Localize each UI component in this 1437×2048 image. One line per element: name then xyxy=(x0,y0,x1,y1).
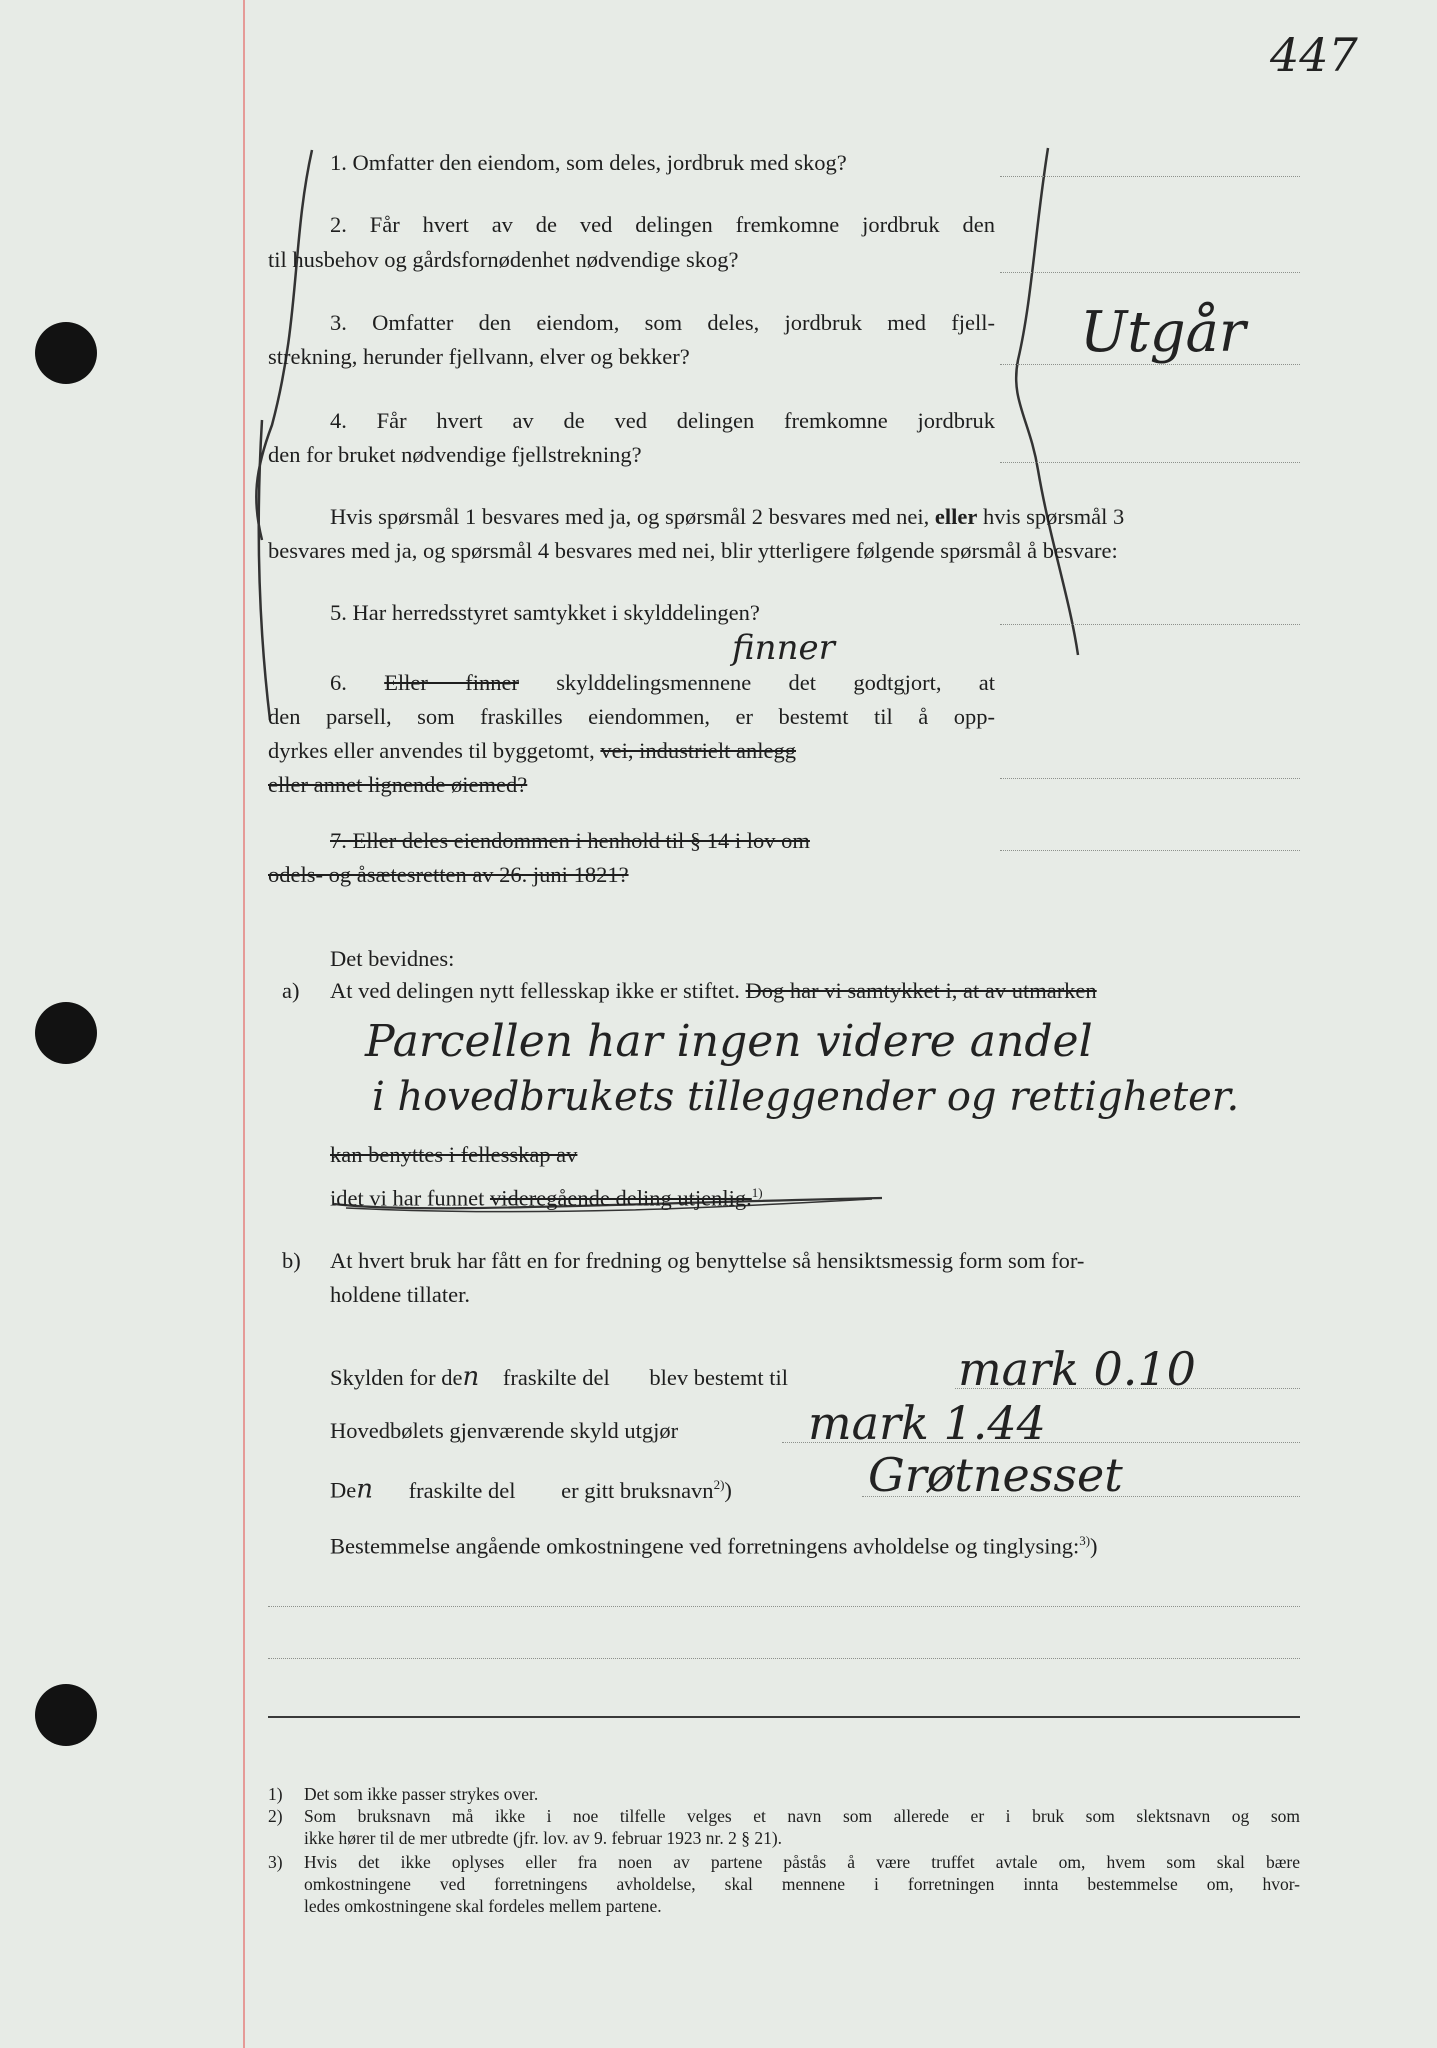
handwritten-n: n xyxy=(356,1474,373,1505)
answer-line xyxy=(1000,176,1300,177)
question-6-line-1 xyxy=(330,668,995,698)
question-3-line-2: strekning, herunder fjellvann, elver og bekker? xyxy=(268,344,690,369)
item-a-line-2: kan benyttes i fellesskap av xyxy=(330,1142,578,1167)
question-7-line-1: 7. Eller deles eiendommen i henhold til § 14 i lov om xyxy=(330,828,810,853)
footnote-2-line-1: Som bruksnavn må ikke i noe tilfelle velges et navn som allerede er i bruk som slektsnavn og som xyxy=(304,1806,1300,1826)
question-1: 1. Omfatter den eiendom, som deles, jordbruk med skog? xyxy=(330,150,847,175)
field-skylden xyxy=(330,1362,788,1393)
item-a-line-3-text: idet vi har xyxy=(330,1185,422,1211)
field-skylden-c: blev bestemt til xyxy=(649,1365,789,1390)
item-a-line-3 xyxy=(330,1178,763,1214)
item-a-line-3-funnet: funnet xyxy=(426,1185,485,1211)
field-den-b: fraskilte del xyxy=(408,1477,516,1503)
question-2-line-1: 2. Får hvert av de ved delingen fremkomne jordbruk den xyxy=(330,212,995,237)
question-4-line-1: 4. Får hvert av de ved delingen fremkomne jordbruk xyxy=(330,408,995,433)
item-a-label: a) xyxy=(282,978,300,1003)
field-line xyxy=(862,1496,1300,1497)
page-number: 447 xyxy=(1270,28,1358,82)
question-5: 5. Har herredsstyret samtykket i skylddelingen? xyxy=(330,600,760,625)
handwritten-parcel-line-2: i hovedbrukets tilleggender og rettigheter. xyxy=(372,1074,1240,1120)
field-hovedbol: Hovedbølets gjenværende skyld utgjør xyxy=(330,1418,679,1443)
field-skylden-b: fraskilte del xyxy=(502,1365,610,1390)
item-a-line-1 xyxy=(330,976,1097,1006)
item-a-line-3-struck: videregående deling utjenlig. xyxy=(489,1185,752,1211)
item-b-label: b) xyxy=(282,1248,301,1273)
item-a-struck: Dog har vi samtykket i, at av utmarken xyxy=(745,978,1097,1003)
condition-text-a: Hvis spørsmål 1 besvares med ja, og spørsmål 2 besvares med nei, xyxy=(330,504,930,529)
field-bestemmelse: Bestemmelse angående omkostningene ved forretningens avholdelse og tinglysing:$^{3)}$) xyxy=(330,1533,1098,1559)
handwritten-mark-144: mark 1.44 xyxy=(808,1396,1046,1450)
question-6-line-3-struck: vei, industrielt anlegg xyxy=(600,738,797,763)
question-6-struck: Eller finner xyxy=(384,670,519,695)
footnote-3-mark: 3) xyxy=(268,1852,283,1872)
footnote-divider xyxy=(268,1716,1300,1718)
certification-intro: Det bevidnes: xyxy=(330,946,455,971)
question-6-line-4: eller annet lignende øiemed? xyxy=(268,772,528,797)
answer-line xyxy=(1000,778,1300,779)
field-bruksnavn: Den fraskilte del er gitt bruksnavn$^{2)}$) xyxy=(330,1474,732,1505)
handwritten-n: n xyxy=(462,1362,480,1392)
footnote-3-line-2: omkostningene ved forretningens avholdelse, skal mennene i forretningen innta bestemmelse om, hvor- xyxy=(304,1874,1300,1894)
footnote-2-mark: 2) xyxy=(268,1806,283,1826)
footnote-1: Det som ikke passer strykes over. xyxy=(304,1784,539,1804)
question-6-rest: skylddelingsmennene det godtgjort, at xyxy=(556,670,996,695)
field-skylden-a: Skylden for de xyxy=(330,1365,463,1390)
question-6-line-3 xyxy=(268,736,796,766)
question-7-line-2: odels- og åsætesretten av 26. juni 1821? xyxy=(268,862,629,887)
handwritten-mark-010: mark 0.10 xyxy=(958,1342,1196,1396)
field-bestemmelse-footnote-ref: 3) xyxy=(1079,1533,1091,1548)
field-line xyxy=(782,1442,1300,1443)
answer-line xyxy=(1000,364,1300,365)
footnote-2-line-2: ikke hører til de mer utbredte (jfr. lov. av 9. februar 1923 nr. 2 § 21). xyxy=(304,1828,783,1848)
condition-text-b: hvis spørsmål 3 xyxy=(982,504,1125,529)
condition-line-1 xyxy=(330,502,1124,532)
answer-line xyxy=(1000,272,1300,273)
field-bestemmelse-text: Bestemmelse angående omkostningene ved forretningens avholdelse og tinglysing: xyxy=(330,1533,1080,1559)
field-den-a: De xyxy=(330,1477,357,1503)
item-b-line-1: At hvert bruk har fått en for fredning og benyttelse så hensiktsmessig form som for- xyxy=(330,1248,1085,1273)
handwritten-bruksnavn: Grøtnesset xyxy=(868,1448,1123,1502)
answer-line xyxy=(1000,462,1300,463)
item-a-text: At ved delingen nytt fellesskap ikke er stiftet. xyxy=(330,978,740,1003)
condition-line-2: besvares med ja, og spørsmål 4 besvares med nei, blir ytterligere følgende spørsmål å besvare: xyxy=(268,538,1118,563)
question-2-line-2: til husbehov og gårdsfornødenhet nødvendige skog? xyxy=(268,247,739,272)
answer-line xyxy=(1000,624,1300,625)
handwritten-utgaar: Utgår xyxy=(1080,300,1246,365)
question-3-line-1: 3. Omfatter den eiendom, som deles, jordbruk med fjell- xyxy=(330,310,995,335)
question-6-number: 6. xyxy=(330,670,347,695)
handwritten-parcel-line-1: Parcellen har ingen videre andel xyxy=(365,1016,1093,1067)
answer-line xyxy=(1000,850,1300,851)
field-den-footnote-ref: 2) xyxy=(713,1477,725,1492)
item-a-footnote-ref: 1) xyxy=(751,1185,763,1200)
question-6-line-3-text: dyrkes eller anvendes til byggetomt, xyxy=(268,738,595,763)
footnote-3-line-1: Hvis det ikke oplyses eller fra noen av partene påstås å være truffet avtale om, hvem som skal bære xyxy=(304,1852,1300,1872)
field-den-c: er gitt bruksnavn xyxy=(561,1477,714,1503)
condition-eller: eller xyxy=(934,504,978,529)
handwritten-finner: finner xyxy=(732,628,835,668)
question-6-line-2: den parsell, som fraskilles eiendommen, er bestemt til å opp- xyxy=(268,704,995,729)
footnote-1-mark: 1) xyxy=(268,1784,283,1804)
item-b-line-2: holdene tillater. xyxy=(330,1282,470,1307)
field-line xyxy=(268,1606,1300,1607)
question-4-line-2: den for bruket nødvendige fjellstrekning? xyxy=(268,442,642,467)
field-line xyxy=(268,1658,1300,1659)
footnote-3-line-3: ledes omkostningene skal fordeles mellem partene. xyxy=(304,1896,662,1916)
field-line xyxy=(955,1388,1300,1389)
